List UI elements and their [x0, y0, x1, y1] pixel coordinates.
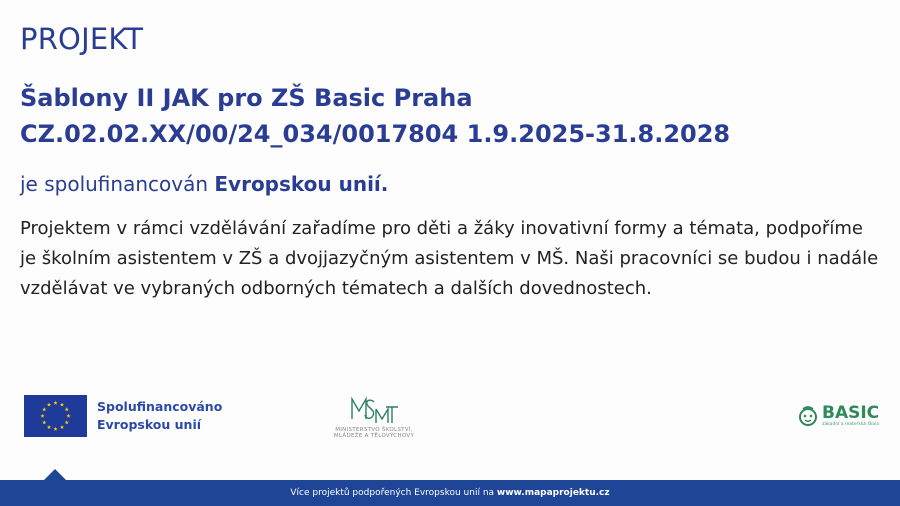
project-title: [20, 80, 730, 152]
msmt-mark-icon: [326, 393, 422, 427]
eu-cofunded-logo: [24, 395, 222, 437]
cofinance-emphasis: Evropskou unií.: [214, 172, 389, 196]
project-title-code: CZ.02.02.XX/00/24_034/0017804 1.9.2025-31.8.2028: [20, 120, 731, 148]
project-description: Projektem v rámci vzdělávání zařadíme pro děti a žáky inovativní formy a témata, podpoříme je školním asistentem v ZŠ a dvojjazyčným asistentem v MŠ. Naši pracovníci se budou i nadále vzdělávat ve vybraných odborných tématech a dalších dovednostech.: [20, 218, 879, 299]
project-title-name: Šablony II JAK pro ZŠ Basic Praha: [20, 84, 473, 112]
eu-logo-line1: Spolufinancováno: [97, 399, 223, 414]
cofinance-prefix: je spolufinancován: [20, 172, 209, 196]
basic-subtitle: zákadní a mateřská škola: [822, 422, 880, 427]
eu-flag-icon: [24, 395, 87, 437]
basic-face-icon: [796, 404, 820, 428]
footer-bar: [0, 480, 900, 506]
footer-link[interactable]: www.mapaprojektu.cz: [496, 488, 610, 498]
eu-logo-line2: Evropskou unií: [97, 417, 202, 432]
msmt-caption-2: MLÁDEŽE A TĚLOVÝCHOVY: [333, 433, 415, 439]
msmt-caption-1: MINISTERSTVO ŠKOLSTVÍ,: [335, 427, 413, 433]
msmt-logo: [326, 393, 422, 439]
project-eyebrow: PROJEKT: [20, 22, 144, 56]
basic-wordmark: BASIC: [822, 403, 880, 423]
footer-prefix: Více projektů podpořených Evropskou unií na: [290, 488, 495, 498]
cofinance-statement: [20, 172, 388, 196]
basic-school-logo: [796, 404, 879, 428]
footer-tab-notch: [44, 469, 66, 480]
